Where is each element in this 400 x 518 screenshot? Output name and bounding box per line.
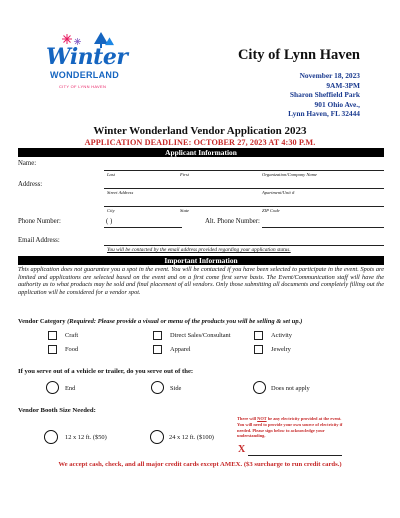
vehicle-question: If you serve out of a vehicle or trailer, do you serve out of the:	[18, 368, 194, 375]
electricity-notice	[237, 416, 349, 439]
phone-field[interactable]	[104, 227, 182, 228]
addr-sub-zip: ZIP Code	[262, 208, 280, 213]
radio-booth-24x12[interactable]	[150, 430, 164, 444]
radio-does-not-apply[interactable]	[253, 381, 266, 394]
option-booth-24x12: 24 x 12 ft. ($100)	[169, 434, 214, 441]
checkbox-direct-sales[interactable]	[153, 331, 162, 340]
name-sub-last: Last	[107, 172, 115, 177]
option-end: End	[65, 385, 76, 392]
electricity-post: be any electricity provided at the event. You will need to provide your own source of electricity if needed. Please sign below to acknowledge your understanding.	[237, 416, 343, 439]
payment-notice: We accept cash, check, and all major credit cards except AMEX. ($3 surcharge to run credit cards.)	[58, 461, 342, 468]
event-date: November 18, 2023	[299, 71, 360, 80]
checkbox-food[interactable]	[48, 345, 57, 354]
logo-word-winter: Winter	[46, 44, 128, 70]
phone-label: Phone Number:	[18, 218, 61, 225]
name-label: Name:	[18, 160, 37, 167]
checkbox-craft[interactable]	[48, 331, 57, 340]
signature-x: X	[238, 444, 246, 455]
radio-side[interactable]	[151, 381, 164, 394]
electricity-pre: There will	[237, 416, 258, 421]
option-booth-12x12: 12 x 12 ft. ($50)	[65, 434, 107, 441]
vendor-category-required: (Required: Please provide a visual or menu of the products you will be selling & set up.)	[67, 318, 303, 325]
electricity-not: NOT	[257, 416, 267, 421]
vendor-category-label	[18, 318, 388, 325]
checkbox-jewelry[interactable]	[254, 345, 263, 354]
checkbox-activity[interactable]	[254, 331, 263, 340]
checkbox-apparel[interactable]	[153, 345, 162, 354]
event-street: 901 Ohio Ave.,	[314, 99, 360, 109]
snowflake-icon	[62, 34, 72, 44]
name-sub-org: Organization/Company Name	[262, 172, 318, 177]
event-time: 9AM-3PM	[326, 80, 360, 90]
important-text: This application does not guarantee you a spot in the event. You will be contacted if you have been selected to participate in the event. Spots are limited and applications are selected based on the event and on a first come first serve basis. The Event/Communication staff will have the authority as to what products may be sold and final placement of all vendors. Only those submitting all documents and completely filling out the application will be considered for a vendor spot.	[18, 266, 384, 296]
alt-phone-field[interactable]	[262, 227, 384, 228]
name-field[interactable]	[104, 170, 384, 171]
event-details	[288, 71, 360, 119]
email-field[interactable]	[104, 245, 384, 246]
email-note: You will be contacted by the email address provided regarding your application status.	[107, 247, 291, 253]
street-address-field[interactable]	[104, 188, 384, 189]
section-applicant-information: Applicant Information	[18, 148, 384, 157]
radio-booth-12x12[interactable]	[44, 430, 58, 444]
phone-area-code: ( )	[106, 218, 113, 225]
addr-sub-city: City	[107, 208, 115, 213]
section-important-information: Important Information	[18, 256, 384, 265]
option-jewelry: Jewelry	[271, 346, 291, 353]
event-venue: Sharon Sheffield Park	[289, 90, 360, 100]
logo-word-wonderland: WONDERLAND	[50, 70, 119, 80]
option-direct-sales: Direct Sales/Consultant	[170, 332, 231, 339]
email-label: Email Address:	[18, 237, 60, 244]
option-food: Food	[65, 346, 79, 353]
option-craft: Craft	[65, 332, 79, 339]
form-title: Winter Wonderland Vendor Application 2023	[93, 125, 307, 137]
logo-tagline: CITY OF LYNN HAVEN	[59, 84, 107, 89]
event-citystate: Lynn Haven, FL 32444	[288, 109, 360, 119]
addr-sub-street: Street Address	[107, 190, 134, 195]
option-activity: Activity	[271, 332, 292, 339]
addr-sub-state: State	[180, 208, 190, 213]
option-side: Side	[170, 385, 182, 392]
booth-size-label: Vendor Booth Size Needed:	[18, 407, 96, 414]
radio-end[interactable]	[46, 381, 59, 394]
deadline-notice: APPLICATION DEADLINE: OCTOBER 27, 2023 AT 4:30 P.M.	[84, 138, 316, 147]
addr-sub-apt: Apartment/Unit #	[262, 190, 295, 195]
alt-phone-label: Alt. Phone Number:	[205, 218, 260, 225]
option-apparel: Apparel	[170, 346, 191, 353]
name-sub-first: First	[180, 172, 189, 177]
address-label: Address:	[18, 181, 43, 188]
vendor-category-bold: Vendor Category	[18, 318, 66, 325]
option-does-not-apply: Does not apply	[271, 385, 310, 392]
signature-line[interactable]	[248, 455, 342, 456]
city-state-zip-field[interactable]	[104, 206, 384, 207]
event-logo	[44, 34, 128, 94]
city-heading: City of Lynn Haven	[237, 47, 360, 63]
